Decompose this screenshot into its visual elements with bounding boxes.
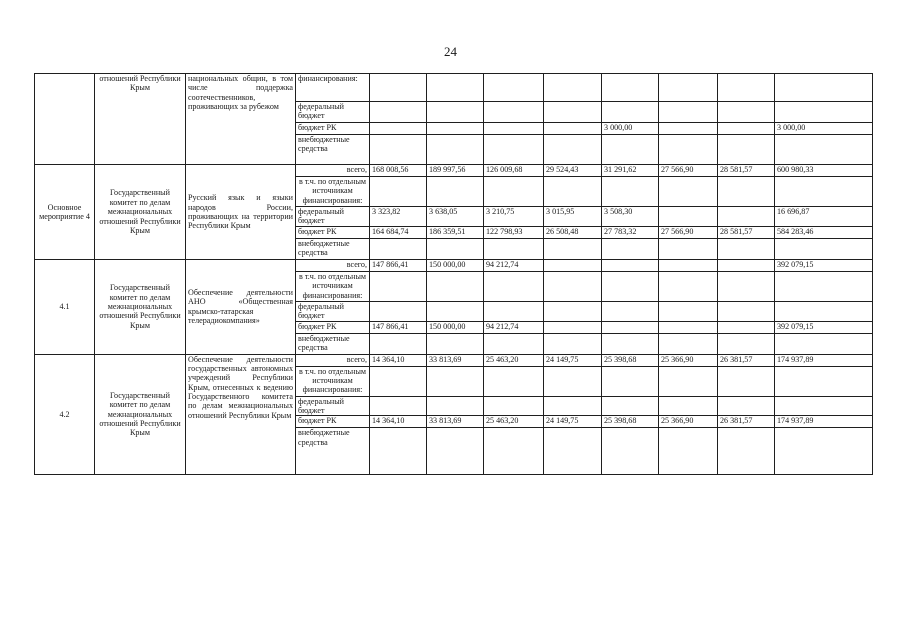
value-cell: 147 866,41 <box>370 321 427 333</box>
value-cell <box>484 271 544 301</box>
value-cell: 174 937,89 <box>775 416 873 428</box>
row-id-cell: Основное мероприятие 4 <box>35 165 95 260</box>
source-label: в т.ч. по отдельным источникам финансирования: <box>296 177 370 207</box>
value-cell: 147 866,41 <box>370 259 427 271</box>
value-cell <box>718 177 775 207</box>
source-label: бюджет РК <box>296 416 370 428</box>
value-cell <box>718 428 775 475</box>
value-cell <box>484 102 544 123</box>
value-cell <box>370 135 427 165</box>
value-cell <box>427 135 484 165</box>
value-cell <box>370 74 427 102</box>
source-label: всего, <box>296 354 370 366</box>
value-cell <box>718 135 775 165</box>
value-cell: 14 364,10 <box>370 354 427 366</box>
source-label: внебюджетные средства <box>296 333 370 354</box>
value-cell <box>718 207 775 227</box>
value-cell <box>370 123 427 135</box>
value-cell <box>718 102 775 123</box>
value-cell: 31 291,62 <box>602 165 659 177</box>
value-cell <box>427 238 484 259</box>
value-cell <box>775 428 873 475</box>
financing-table <box>34 73 873 475</box>
value-cell <box>659 135 718 165</box>
value-cell <box>544 102 602 123</box>
executor-cell: отношений Республики Крым <box>95 74 186 165</box>
value-cell <box>602 74 659 102</box>
value-cell <box>427 271 484 301</box>
source-label: федеральный бюджет <box>296 102 370 123</box>
source-label: бюджет РК <box>296 123 370 135</box>
value-cell: 33 813,69 <box>427 416 484 428</box>
value-cell: 14 364,10 <box>370 416 427 428</box>
value-cell: 150 000,00 <box>427 321 484 333</box>
value-cell <box>659 74 718 102</box>
value-cell: 24 149,75 <box>544 416 602 428</box>
value-cell <box>370 396 427 416</box>
value-cell <box>544 123 602 135</box>
value-cell <box>659 271 718 301</box>
value-cell <box>775 74 873 102</box>
activity-name-cell: Обеспечение деятельности государственных автономных учреждений Республики Крым, отнесенных к ведению Государственного комитета по делам межнациональных отношений Республики Крым <box>186 354 296 475</box>
source-label: в т.ч. по отдельным источникам финансирования: <box>296 271 370 301</box>
value-cell <box>718 301 775 321</box>
value-cell <box>370 301 427 321</box>
value-cell <box>370 271 427 301</box>
value-cell <box>659 207 718 227</box>
value-cell <box>602 271 659 301</box>
value-cell: 25 463,20 <box>484 416 544 428</box>
value-cell <box>484 396 544 416</box>
value-cell <box>602 102 659 123</box>
value-cell <box>484 366 544 396</box>
value-cell: 3 000,00 <box>602 123 659 135</box>
value-cell <box>602 396 659 416</box>
value-cell <box>370 102 427 123</box>
value-cell: 3 210,75 <box>484 207 544 227</box>
value-cell <box>718 366 775 396</box>
value-cell <box>370 333 427 354</box>
executor-cell: Государственный комитет по делам межнациональных отношений Республики Крым <box>95 259 186 354</box>
value-cell <box>775 301 873 321</box>
value-cell: 27 566,90 <box>659 165 718 177</box>
value-cell: 26 381,57 <box>718 354 775 366</box>
value-cell: 94 212,74 <box>484 259 544 271</box>
source-label: в т.ч. по отдельным источникам финансирования: <box>296 366 370 396</box>
value-cell: 584 283,46 <box>775 226 873 238</box>
value-cell <box>659 396 718 416</box>
value-cell <box>775 396 873 416</box>
value-cell: 3 638,05 <box>427 207 484 227</box>
value-cell: 25 463,20 <box>484 354 544 366</box>
value-cell <box>602 321 659 333</box>
value-cell <box>659 102 718 123</box>
value-cell <box>602 135 659 165</box>
source-label: всего, <box>296 165 370 177</box>
value-cell: 3 000,00 <box>775 123 873 135</box>
executor-cell: Государственный комитет по делам межнациональных отношений Республики Крым <box>95 165 186 260</box>
value-cell <box>659 301 718 321</box>
source-label: федеральный бюджет <box>296 301 370 321</box>
source-label: финансирования: <box>296 74 370 102</box>
source-label: всего, <box>296 259 370 271</box>
value-cell <box>659 321 718 333</box>
activity-name-cell: Обеспечение деятельности АНО «Общественная крымско-татарская телерадиокомпания» <box>186 259 296 354</box>
activity-name-cell: Русский язык и языки народов России, проживающих на территории Республики Крым <box>186 165 296 260</box>
value-cell <box>544 428 602 475</box>
value-cell <box>775 135 873 165</box>
value-cell <box>370 366 427 396</box>
value-cell: 33 813,69 <box>427 354 484 366</box>
value-cell <box>484 333 544 354</box>
value-cell: 25 366,90 <box>659 354 718 366</box>
value-cell <box>775 177 873 207</box>
value-cell <box>718 238 775 259</box>
value-cell: 94 212,74 <box>484 321 544 333</box>
value-cell <box>484 301 544 321</box>
value-cell: 600 980,33 <box>775 165 873 177</box>
value-cell <box>718 259 775 271</box>
value-cell: 3 015,95 <box>544 207 602 227</box>
value-cell <box>775 102 873 123</box>
value-cell <box>544 301 602 321</box>
value-cell <box>484 135 544 165</box>
value-cell: 29 524,43 <box>544 165 602 177</box>
value-cell <box>659 177 718 207</box>
value-cell <box>544 74 602 102</box>
value-cell: 126 009,68 <box>484 165 544 177</box>
value-cell <box>427 102 484 123</box>
value-cell <box>718 396 775 416</box>
value-cell <box>718 123 775 135</box>
value-cell <box>484 428 544 475</box>
value-cell: 26 381,57 <box>718 416 775 428</box>
value-cell <box>427 123 484 135</box>
value-cell <box>544 396 602 416</box>
value-cell: 27 783,32 <box>602 226 659 238</box>
value-cell <box>370 238 427 259</box>
value-cell <box>544 333 602 354</box>
value-cell <box>659 428 718 475</box>
value-cell <box>775 271 873 301</box>
value-cell <box>775 238 873 259</box>
value-cell <box>484 123 544 135</box>
value-cell <box>544 177 602 207</box>
value-cell: 27 566,90 <box>659 226 718 238</box>
value-cell: 164 684,74 <box>370 226 427 238</box>
value-cell <box>602 301 659 321</box>
value-cell <box>484 177 544 207</box>
value-cell <box>370 428 427 475</box>
value-cell <box>659 238 718 259</box>
value-cell: 3 508,30 <box>602 207 659 227</box>
table-row <box>35 165 873 177</box>
source-label: федеральный бюджет <box>296 396 370 416</box>
value-cell: 3 323,82 <box>370 207 427 227</box>
value-cell <box>718 321 775 333</box>
value-cell <box>427 301 484 321</box>
value-cell <box>427 333 484 354</box>
page-number: 24 <box>444 44 457 59</box>
source-label: внебюджетные средства <box>296 135 370 165</box>
row-id-cell <box>35 74 95 165</box>
value-cell <box>602 428 659 475</box>
value-cell: 25 366,90 <box>659 416 718 428</box>
value-cell <box>544 259 602 271</box>
value-cell: 186 359,51 <box>427 226 484 238</box>
value-cell <box>602 333 659 354</box>
value-cell <box>659 123 718 135</box>
value-cell <box>718 271 775 301</box>
value-cell: 25 398,68 <box>602 416 659 428</box>
value-cell <box>775 366 873 396</box>
source-label: федеральный бюджет <box>296 207 370 227</box>
value-cell: 392 079,15 <box>775 321 873 333</box>
value-cell <box>427 177 484 207</box>
value-cell: 122 798,93 <box>484 226 544 238</box>
value-cell <box>602 259 659 271</box>
value-cell <box>544 366 602 396</box>
value-cell: 24 149,75 <box>544 354 602 366</box>
table-row <box>35 259 873 271</box>
value-cell <box>659 333 718 354</box>
value-cell <box>718 74 775 102</box>
row-id-cell: 4.1 <box>35 259 95 354</box>
value-cell <box>602 366 659 396</box>
source-label: внебюджетные средства <box>296 428 370 475</box>
row-id-cell: 4.2 <box>35 354 95 475</box>
value-cell: 168 008,56 <box>370 165 427 177</box>
value-cell <box>544 238 602 259</box>
executor-cell: Государственный комитет по делам межнациональных отношений Республики Крым <box>95 354 186 475</box>
value-cell <box>602 238 659 259</box>
value-cell: 28 581,57 <box>718 226 775 238</box>
value-cell <box>427 366 484 396</box>
value-cell <box>659 259 718 271</box>
source-label: бюджет РК <box>296 321 370 333</box>
value-cell <box>544 321 602 333</box>
value-cell <box>427 396 484 416</box>
value-cell <box>484 74 544 102</box>
value-cell: 28 581,57 <box>718 165 775 177</box>
value-cell: 189 997,56 <box>427 165 484 177</box>
activity-name-cell: национальных общин, в том числе поддержка соотечественников, проживающих за рубежом <box>186 74 296 165</box>
source-label: внебюджетные средства <box>296 238 370 259</box>
value-cell <box>544 271 602 301</box>
value-cell <box>659 366 718 396</box>
value-cell <box>718 333 775 354</box>
value-cell <box>544 135 602 165</box>
value-cell: 392 079,15 <box>775 259 873 271</box>
value-cell: 150 000,00 <box>427 259 484 271</box>
value-cell: 26 508,48 <box>544 226 602 238</box>
table-row <box>35 74 873 102</box>
value-cell <box>775 333 873 354</box>
value-cell: 174 937,89 <box>775 354 873 366</box>
value-cell <box>370 177 427 207</box>
value-cell: 16 696,87 <box>775 207 873 227</box>
source-label: бюджет РК <box>296 226 370 238</box>
value-cell: 25 398,68 <box>602 354 659 366</box>
value-cell <box>427 428 484 475</box>
table-row <box>35 354 873 366</box>
value-cell <box>602 177 659 207</box>
value-cell <box>427 74 484 102</box>
value-cell <box>484 238 544 259</box>
